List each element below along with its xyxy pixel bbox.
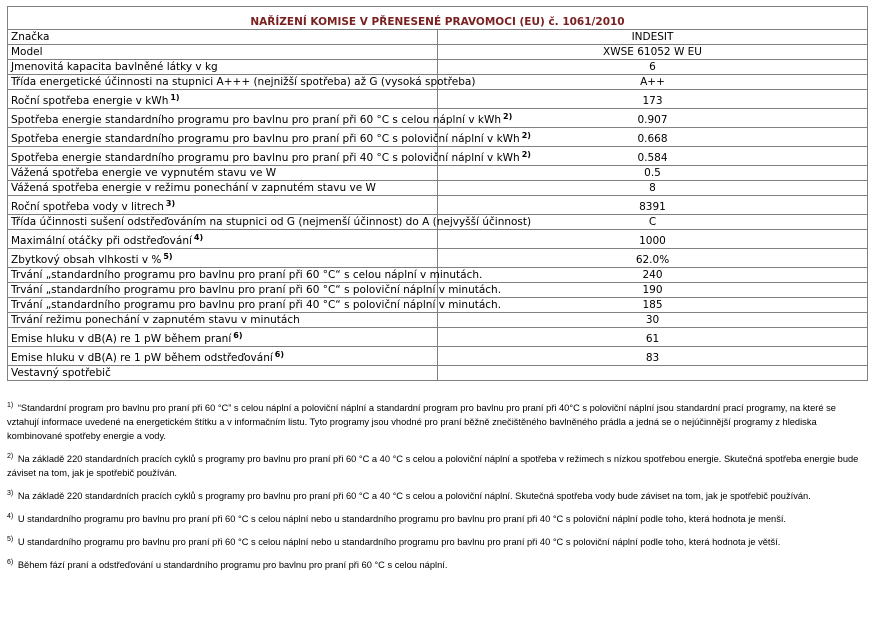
spec-sheet xyxy=(7,6,868,381)
footnote-ref: 3) xyxy=(165,198,176,208)
row-value: 61 xyxy=(438,328,868,347)
row-label-text: Trvání „standardního programu pro bavlnu pro praní při 40 °C“ s poloviční náplní v minutách. xyxy=(11,299,502,311)
footnote-ref: 6) xyxy=(274,349,285,359)
table-row xyxy=(8,75,868,90)
row-value: INDESIT xyxy=(438,30,868,45)
table-row xyxy=(8,215,868,230)
table-row xyxy=(8,45,868,60)
row-label xyxy=(8,166,438,181)
table-row xyxy=(8,313,868,328)
row-label xyxy=(8,196,438,215)
table-row xyxy=(8,298,868,313)
footnote-mark: 1) xyxy=(7,401,14,409)
sheet-title: NAŘÍZENÍ KOMISE V PŘENESENÉ PRAVOMOCI (EU) č. 1061/2010 xyxy=(8,7,868,30)
row-value: C xyxy=(438,215,868,230)
row-label-text: Třída energetické účinnosti na stupnici A+++ (nejnižší spotřeba) až G (vysoká spotřeba) xyxy=(11,76,476,88)
table-row xyxy=(8,347,868,366)
row-label xyxy=(8,328,438,347)
footnote xyxy=(7,489,869,503)
row-value: XWSE 61052 W EU xyxy=(438,45,868,60)
footnote-ref: 2) xyxy=(503,111,513,121)
footnote-ref: 6) xyxy=(233,330,243,340)
table-row xyxy=(8,128,868,147)
footnote-text: Na základě 220 standardních pracích cyklů s programy pro bavlnu pro praní při 60 °C a 40 °C s celou a poloviční náplní a spotřeba v režimech s nízkou spotřebou energie. Skutečná spotřeba energie bude záviset na tom, jak je spotřebič používán. xyxy=(7,454,859,478)
footnote xyxy=(7,452,869,480)
row-value: 62.0% xyxy=(438,249,868,268)
row-label-text: Roční spotřeba energie v kWh xyxy=(11,95,169,107)
footnote-mark: 3) xyxy=(7,489,14,497)
table-row xyxy=(8,249,868,268)
footnote-mark: 2) xyxy=(7,452,14,460)
table-row xyxy=(8,196,868,215)
row-label-text: Vestavný spotřebič xyxy=(11,367,111,379)
row-label xyxy=(8,75,476,90)
footnote-ref: 4) xyxy=(193,232,204,242)
row-value: 1000 xyxy=(438,230,868,249)
footnote-text: U standardního programu pro bavlnu pro praní při 60 °C s celou náplní nebo u standardního programu pro bavlnu pro praní při 40 °C s poloviční náplní podle toho, která hodnota je menší. xyxy=(17,514,787,524)
row-label xyxy=(8,298,502,313)
table-row xyxy=(8,109,868,128)
footnote xyxy=(7,558,869,572)
row-label xyxy=(8,313,438,328)
row-value: 30 xyxy=(438,313,868,328)
table-row xyxy=(8,166,868,181)
row-label-text: Jmenovitá kapacita bavlněné látky v kg xyxy=(11,61,218,73)
footnote-text: Během fází praní a odstřeďování u standardního programu pro bavlnu pro praní při 60 °C s celou náplní. xyxy=(17,560,448,570)
row-label xyxy=(8,215,532,230)
row-label-text: Zbytkový obsah vlhkosti v % xyxy=(11,254,162,266)
footnote-mark: 6) xyxy=(7,558,14,566)
row-label xyxy=(8,30,438,45)
row-label xyxy=(8,283,502,298)
row-label-text: Maximální otáčky při odstřeďování xyxy=(11,235,192,247)
row-label xyxy=(8,347,438,366)
row-label-text: Značka xyxy=(11,31,50,43)
row-label xyxy=(8,128,531,147)
footnote-ref: 2) xyxy=(521,130,531,140)
row-value: 185 xyxy=(438,298,868,313)
footnote-text: “Standardní program pro bavlnu pro praní při 60 °C” s celou náplní a poloviční náplní a standardní program pro bavlnu pro praní při 40°C s poloviční náplní jsou standardní prací programy, na které se vztahují informace uvedené na energetickém štítku a v informačním listu. Tyto programy jsou vhodné pro praní běžně znečištěného bavlněného prádla a jedná se o nejúčinnější programy z hlediska kombinované spotřeby energie a vody. xyxy=(7,403,836,441)
row-value: 0.584 xyxy=(438,147,868,166)
row-value: 6 xyxy=(438,60,868,75)
row-value: 0.668 xyxy=(438,128,868,147)
row-label xyxy=(8,366,438,381)
row-label-text: Trvání „standardního programu pro bavlnu pro praní při 60 °C“ s poloviční náplní v minutách. xyxy=(11,284,502,296)
footnote-ref: 5) xyxy=(163,251,173,261)
row-label xyxy=(8,181,438,196)
row-value: 8391 xyxy=(438,196,868,215)
footnotes xyxy=(7,401,869,572)
row-label xyxy=(8,249,438,268)
row-label-text: Spotřeba energie standardního programu pro bavlnu pro praní při 60 °C s celou náplní v kWh xyxy=(11,114,502,126)
row-label-text: Emise hluku v dB(A) re 1 pW během odstřeďování xyxy=(11,352,273,364)
table-row xyxy=(8,60,868,75)
row-label xyxy=(8,230,438,249)
row-value: A++ xyxy=(438,75,868,90)
row-label xyxy=(8,60,438,75)
row-label xyxy=(8,268,483,283)
row-label xyxy=(8,109,513,128)
row-label-text: Roční spotřeba vody v litrech xyxy=(11,201,164,213)
row-value: 0.5 xyxy=(438,166,868,181)
table-row xyxy=(8,268,868,283)
title-row xyxy=(8,7,868,30)
row-value: 8 xyxy=(438,181,868,196)
row-label-text: Model xyxy=(11,46,43,58)
table-row xyxy=(8,181,868,196)
row-label xyxy=(8,45,438,60)
row-value: 190 xyxy=(438,283,868,298)
row-label-text: Třída účinnosti sušení odstřeďováním na stupnici od G (nejmenší účinnost) do A (nejvyšší účinnost) xyxy=(11,216,532,228)
row-label-text: Vážená spotřeba energie v režimu ponechání v zapnutém stavu ve W xyxy=(11,182,376,194)
footnote xyxy=(7,512,869,526)
row-label-text: Spotřeba energie standardního programu pro bavlnu pro praní při 60 °C s poloviční náplní v kWh xyxy=(11,133,520,145)
row-label-text: Trvání „standardního programu pro bavlnu pro praní při 60 °C“ s celou náplní v minutách. xyxy=(11,269,483,281)
footnote-text: U standardního programu pro bavlnu pro praní při 60 °C s celou náplní nebo u standardního programu pro bavlnu pro praní při 40 °C s poloviční náplní podle toho, která hodnota je větší. xyxy=(17,537,781,547)
footnote-mark: 5) xyxy=(7,535,14,543)
row-value: 240 xyxy=(438,268,868,283)
footnote xyxy=(7,401,869,443)
row-label xyxy=(8,90,438,109)
table-row xyxy=(8,230,868,249)
row-label-text: Spotřeba energie standardního programu pro bavlnu pro praní při 40 °C s poloviční náplní v kWh xyxy=(11,152,520,164)
row-value: 83 xyxy=(438,347,868,366)
table-row xyxy=(8,366,868,381)
table-row xyxy=(8,283,868,298)
row-value xyxy=(438,366,868,381)
row-value: 173 xyxy=(438,90,868,109)
footnote-text: Na základě 220 standardních pracích cyklů s programy pro bavlnu pro praní při 60 °C a 40 °C s celou a poloviční náplní. Skutečná spotřeba vody bude záviset na tom, jak je spotřebič používán. xyxy=(17,491,811,501)
table-row xyxy=(8,30,868,45)
footnote xyxy=(7,535,869,549)
row-label-text: Trvání režimu ponechání v zapnutém stavu v minutách xyxy=(11,314,300,326)
row-label-text: Emise hluku v dB(A) re 1 pW během praní xyxy=(11,333,232,345)
table-row xyxy=(8,90,868,109)
spec-table xyxy=(7,6,868,381)
row-label-text: Vážená spotřeba energie ve vypnutém stavu ve W xyxy=(11,167,277,179)
footnote-mark: 4) xyxy=(7,512,14,520)
footnote-ref: 1) xyxy=(170,92,180,102)
row-label xyxy=(8,147,531,166)
row-value: 0.907 xyxy=(438,109,868,128)
footnote-ref: 2) xyxy=(521,149,531,159)
table-row xyxy=(8,147,868,166)
table-row xyxy=(8,328,868,347)
